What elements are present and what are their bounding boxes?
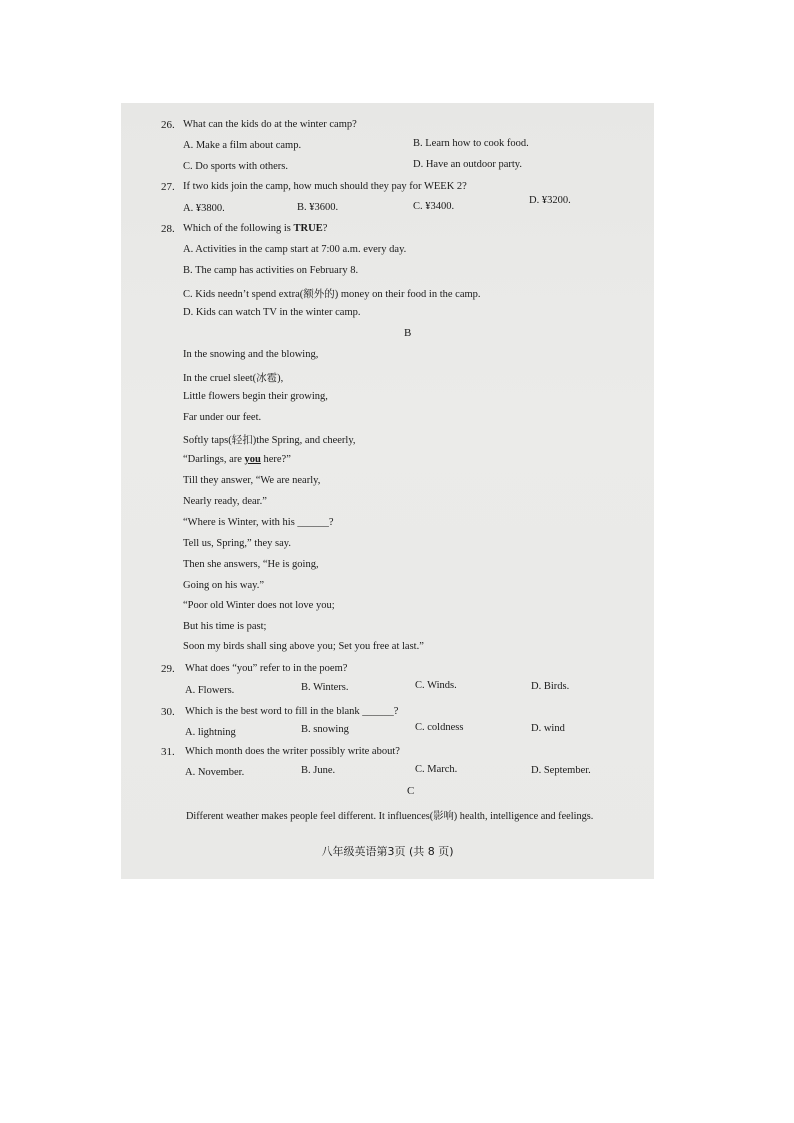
q28-option-d: [183, 307, 361, 318]
q27-number: 27.: [161, 181, 175, 193]
page-footer: 八年级英语第3页 (共 8 页): [321, 845, 454, 858]
option-text: Flowers.: [197, 685, 235, 696]
option-text: The camp has activities on February 8.: [195, 265, 359, 276]
option-letter: B.: [413, 138, 423, 149]
q31-text: Which month does the writer possibly write about?: [185, 746, 400, 757]
q30-option-d: [531, 723, 565, 734]
option-text: snowing: [313, 724, 349, 735]
poem-line-15: Soon my birds shall sing above you; Set you free at last.”: [183, 641, 424, 652]
option-letter: C.: [415, 680, 425, 691]
option-text: March.: [427, 764, 458, 775]
option-text: November.: [197, 767, 245, 778]
option-letter: C.: [183, 161, 193, 172]
option-letter: D.: [531, 723, 542, 734]
poem-line-13: “Poor old Winter does not love you;: [183, 600, 335, 611]
option-text: ¥3600.: [309, 202, 339, 213]
option-letter: C.: [415, 722, 425, 733]
q29-option-c: [415, 680, 457, 691]
option-text: Winds.: [427, 680, 457, 691]
option-letter: A.: [183, 140, 194, 151]
q28-option-c: [183, 286, 481, 301]
q28-text: [183, 223, 327, 234]
poem-line-6-before: “Darlings, are: [183, 454, 245, 465]
q31-number: 31.: [161, 746, 175, 758]
option-text: Kids can watch TV in the winter camp.: [195, 307, 361, 318]
section-c-label: C: [407, 785, 415, 797]
q31-option-a: [185, 767, 244, 778]
option-text: June.: [313, 765, 336, 776]
poem-line-7: Till they answer, “We are nearly,: [183, 475, 321, 486]
passage-c-first-line: Different weather makes people feel different. It influences(影响) health, intelligence and feelings.: [186, 811, 594, 822]
poem-line-5: Softly taps(轻扣)the Spring, and cheerly,: [183, 435, 356, 446]
q30-text: Which is the best word to fill in the blank ______?: [185, 706, 399, 717]
q29-option-a: [185, 685, 234, 696]
option-letter: A.: [185, 727, 196, 738]
option-letter: D.: [529, 195, 540, 206]
poem-line-11: Then she answers, “He is going,: [183, 559, 319, 570]
poem-line-9: “Where is Winter, with his ______?: [183, 517, 334, 528]
q29-option-b: [301, 682, 349, 693]
option-letter: D.: [413, 159, 424, 170]
poem-line-8: Nearly ready, dear.”: [183, 496, 267, 507]
section-b-label: B: [404, 327, 412, 339]
q26-option-a: [183, 140, 301, 151]
q30-option-a: [185, 727, 236, 738]
option-text: September.: [543, 765, 591, 776]
option-letter: A.: [185, 685, 196, 696]
q27-option-b: [297, 202, 338, 213]
q29-option-d: [531, 681, 569, 692]
q27-option-c: [413, 201, 454, 212]
poem-line-3: Little flowers begin their growing,: [183, 391, 328, 402]
q28-option-b: [183, 265, 358, 276]
q30-number: 30.: [161, 706, 175, 718]
q28-text-before: Which of the following is: [183, 223, 294, 234]
scanned-exam-page: [121, 103, 654, 879]
option-text: Activities in the camp start at 7:00 a.m. every day.: [195, 244, 407, 255]
poem-line-14: But his time is past;: [183, 621, 267, 632]
bleed-through-text: [441, 111, 641, 531]
option-letter: A.: [183, 203, 194, 214]
option-letter: B.: [301, 765, 311, 776]
q30-option-c: [415, 722, 463, 733]
option-letter: B.: [183, 265, 193, 276]
q28-number: 28.: [161, 223, 175, 235]
bleed-through-title: [371, 651, 381, 677]
q29-number: 29.: [161, 663, 175, 675]
q28-text-after: ?: [322, 223, 328, 234]
q27-text: If two kids join the camp, how much should they pay for WEEK 2?: [183, 181, 467, 192]
poem-line-6: [183, 454, 291, 465]
poem-line-2: In the cruel sleet(冰雹),: [183, 373, 284, 384]
option-letter: D.: [183, 307, 194, 318]
q30-option-b: [301, 724, 349, 735]
option-letter: D.: [531, 681, 542, 692]
option-text: lightning: [197, 727, 236, 738]
poem-line-1: In the snowing and the blowing,: [183, 349, 319, 360]
q27-option-d: [529, 195, 571, 206]
option-text: Kids needn’t spend extra(额外的) money on their food in the camp.: [195, 289, 481, 300]
poem-line-4: Far under our feet.: [183, 412, 262, 423]
option-text: Do sports with others.: [195, 161, 289, 172]
q26-number: 26.: [161, 119, 175, 131]
option-text: ¥3200.: [541, 195, 571, 206]
option-text: coldness: [427, 722, 464, 733]
q31-option-d: [531, 765, 591, 776]
option-text: Winters.: [313, 682, 349, 693]
option-letter: C.: [415, 764, 425, 775]
option-text: Birds.: [543, 681, 570, 692]
option-letter: B.: [301, 724, 311, 735]
option-text: ¥3800.: [195, 203, 225, 214]
option-text: Make a film about camp.: [195, 140, 302, 151]
option-letter: B.: [301, 682, 311, 693]
poem-line-12: Going on his way.”: [183, 580, 264, 591]
option-text: Have an outdoor party.: [425, 159, 522, 170]
poem-line-6-after: here?”: [260, 454, 291, 465]
q29-text: What does “you” refer to in the poem?: [185, 663, 348, 674]
option-text: wind: [543, 723, 565, 734]
option-letter: B.: [297, 202, 307, 213]
q28-option-a: [183, 244, 406, 255]
option-text: ¥3400.: [425, 201, 455, 212]
q26-option-d: [413, 159, 522, 170]
option-letter: A.: [183, 244, 194, 255]
q26-text: What can the kids do at the winter camp?: [183, 119, 357, 130]
option-letter: D.: [531, 765, 542, 776]
poem-line-10: Tell us, Spring,” they say.: [183, 538, 291, 549]
option-letter: C.: [413, 201, 423, 212]
q26-option-c: [183, 161, 288, 172]
option-letter: C.: [183, 289, 193, 300]
q31-option-b: [301, 765, 335, 776]
option-letter: A.: [185, 767, 196, 778]
q27-option-a: [183, 203, 225, 214]
poem-underlined-you: you: [244, 454, 261, 465]
q26-option-b: [413, 138, 529, 149]
q31-option-c: [415, 764, 457, 775]
option-text: Learn how to cook food.: [425, 138, 529, 149]
q28-text-bold: TRUE: [293, 223, 323, 234]
